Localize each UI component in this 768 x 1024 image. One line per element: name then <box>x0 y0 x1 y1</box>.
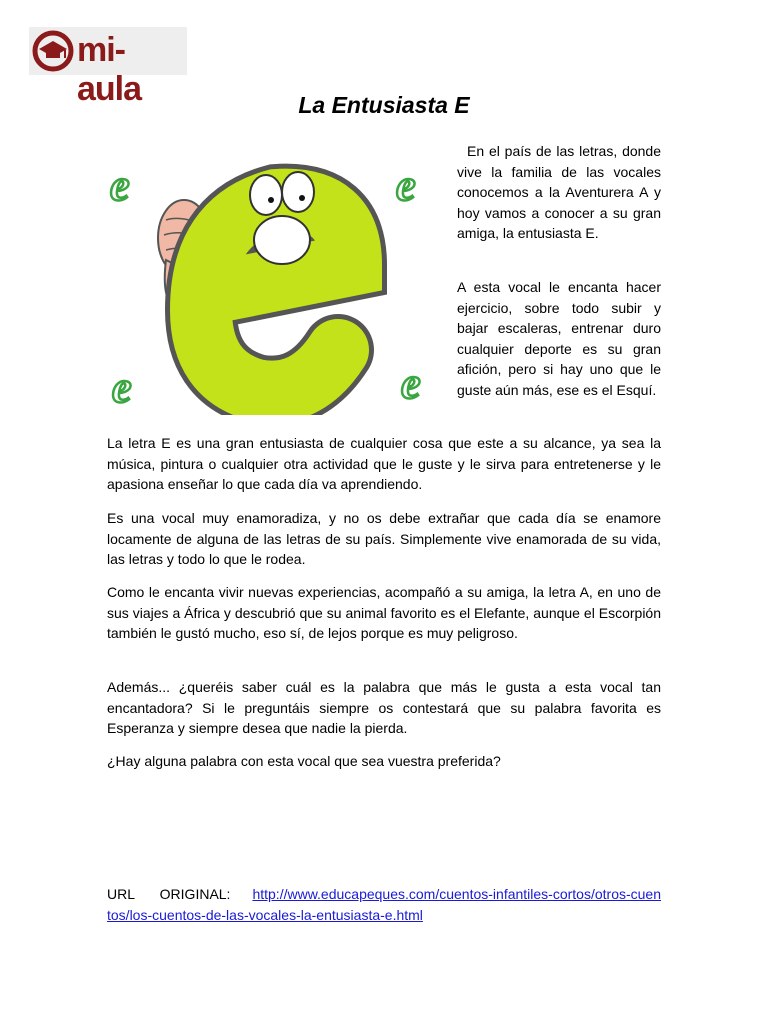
svg-text:e: e <box>396 161 416 210</box>
page-title: La Entusiasta E <box>298 92 470 118</box>
small-e-bottom-right <box>401 359 421 408</box>
letter-e-illustration <box>106 150 446 415</box>
paragraph-question: ¿Hay alguna palabra con esta vocal que sea vuestra preferida? <box>107 753 501 769</box>
paragraph-africa: Como le encanta vivir nuevas experiencias, acompañó a su amiga, la letra A, en uno de sus viajes a África y descubrió que su animal favorito es el Elefante, aunque el Escorpión también le gustó mucho, eso sí, de lejos porque es muy peligroso. <box>107 584 661 641</box>
paragraph-favorite-word: Además... ¿queréis saber cuál es la palabra que más le gusta a esta vocal tan encantadora? Si le preguntáis siempre os contestará que su palabra favorita es Esperanza y siempre desea que nadie la pierda. <box>107 679 661 736</box>
paragraph-exercise: A esta vocal le encanta hacer ejercicio, sobre todo subir y bajar escaleras, entrenar duro cualquier deporte es su gran afición, pero si hay uno que le guste aún más, ese es el Esquí. <box>457 279 661 398</box>
logo-text: mi-aula <box>77 31 142 108</box>
big-e-letter <box>201 172 351 392</box>
paragraph-intro: En el país de las letras, donde vive la familia de las vocales conocemos a la Aventurera A y hoy vamos a conocer a su gran amiga, la entusiasta E. <box>457 143 661 241</box>
url-label: URL ORIGINAL: <box>107 886 231 902</box>
svg-text:e: e <box>110 161 130 210</box>
mi-aula-logo <box>29 27 187 108</box>
small-e-top-right <box>396 161 416 210</box>
source-url-link[interactable]: http://www.educapeques.com/cuentos-infantiles-cortos/otros-cuentos/los-cuentos-de-las-vocales-la-entusiasta-e.html <box>107 886 661 923</box>
source-url-block <box>107 884 661 926</box>
paragraph-enthusiast: La letra E es una gran entusiasta de cualquier cosa que este a su alcance, ya sea la música, pintura o cualquier otra actividad que le guste y le sirva para entretenerse y le apasiona enseñar lo que cada día va aprendiendo. <box>107 435 661 492</box>
small-e-top-left <box>110 161 130 210</box>
svg-text:e: e <box>401 359 421 408</box>
graduation-cap-icon <box>29 27 77 75</box>
svg-text:e: e <box>112 363 132 412</box>
paragraph-in-love: Es una vocal muy enamoradiza, y no os debe extrañar que cada día se enamore locamente de alguna de las letras de su país. Simplemente vive enamorada de su vida, las letras y todo lo que le rodea. <box>107 510 661 567</box>
small-e-bottom-left <box>112 363 132 412</box>
